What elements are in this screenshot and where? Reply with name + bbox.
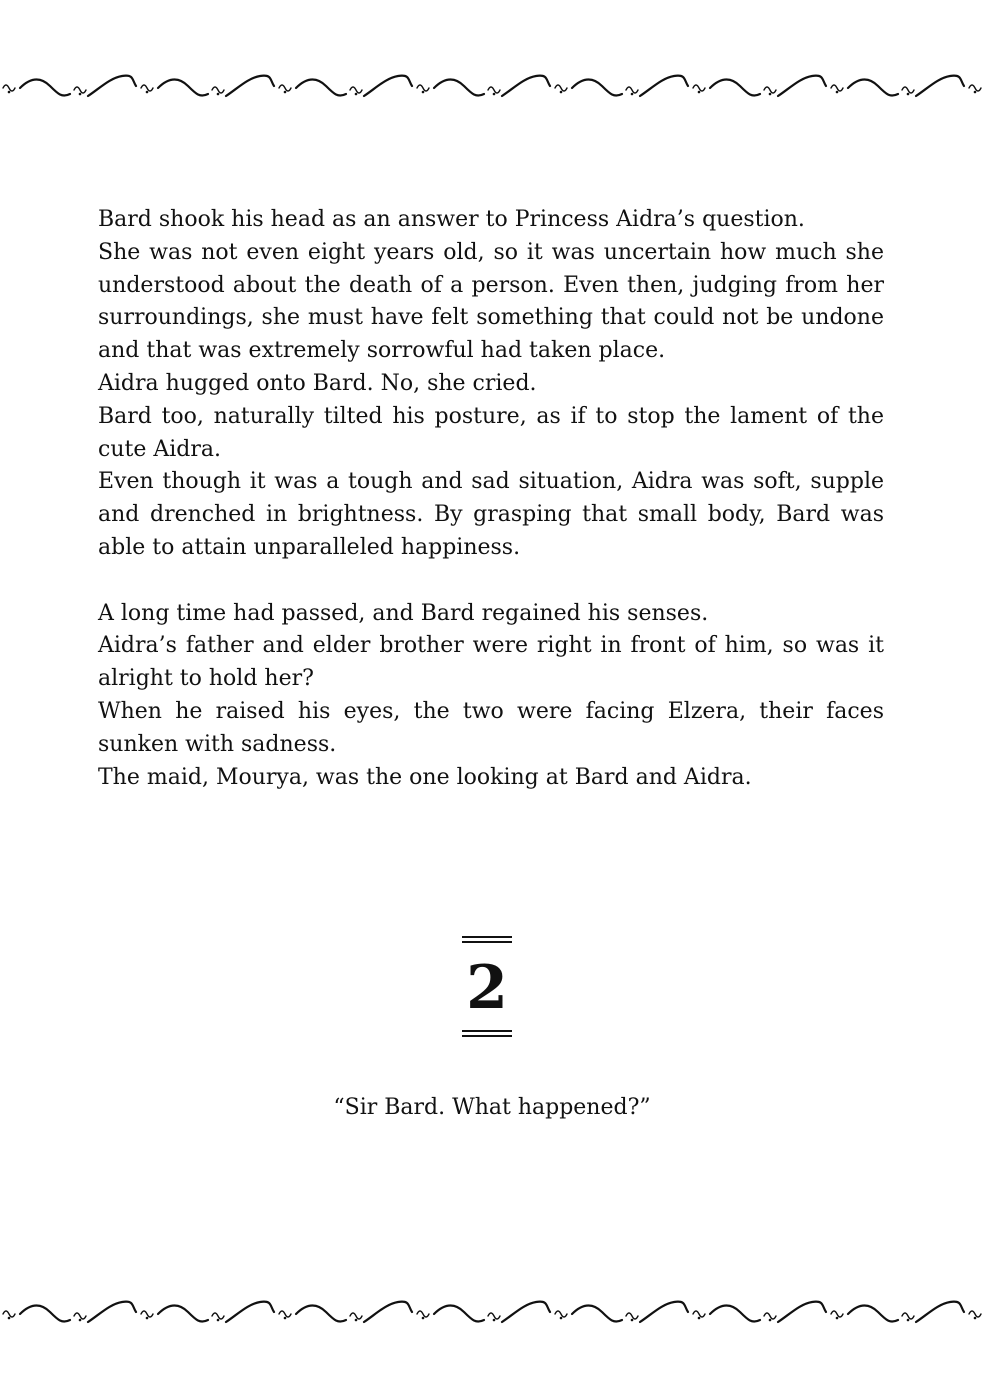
paragraph: The maid, Mourya, was the one looking at Bard and Aidra.: [98, 764, 752, 790]
chapter-number: 2: [466, 953, 508, 1023]
paragraph: Aidra hugged onto Bard. No, she cried.: [98, 370, 537, 396]
paragraph: Bard too, naturally tilted his posture, as if to stop the lament of the cute Aidra.: [98, 403, 884, 462]
chapter-heading: [462, 936, 512, 1042]
chapter-rule-bottom: [462, 1030, 512, 1032]
paragraph: When he raised his eyes, the two were facing Elzera, their faces sunken with sadness.: [98, 698, 884, 757]
top-ornamental-border: [0, 64, 984, 110]
bottom-ornamental-border: [0, 1290, 984, 1336]
paragraph: She was not even eight years old, so it was uncertain how much she understood about the death of a person. Even then, judging from her surroundings, she must have felt something that could not be undone and that was extremely sorrowful had taken place.: [98, 239, 884, 364]
chapter-rule-bottom: [462, 1035, 512, 1037]
paragraph: Even though it was a tough and sad situation, Aidra was soft, supple and drenched in brightness. By grasping that small body, Bard was able to attain unparalleled happiness.: [98, 469, 884, 560]
flourish-border-icon: [0, 64, 984, 110]
paragraph: Bard shook his head as an answer to Princess Aidra’s question.: [98, 207, 805, 232]
flourish-border-icon: [0, 1290, 984, 1336]
dialogue-line: “Sir Bard. What happened?”: [333, 1095, 651, 1120]
paragraph: A long time had passed, and Bard regained his senses.: [98, 600, 709, 626]
chapter-rule-top: [462, 936, 512, 938]
chapter-rule-top: [462, 941, 512, 943]
body-text: [98, 204, 884, 794]
scene-break: [98, 565, 884, 598]
paragraph: Aidra’s father and elder brother were right in front of him, so was it alright to hold her?: [98, 633, 884, 692]
